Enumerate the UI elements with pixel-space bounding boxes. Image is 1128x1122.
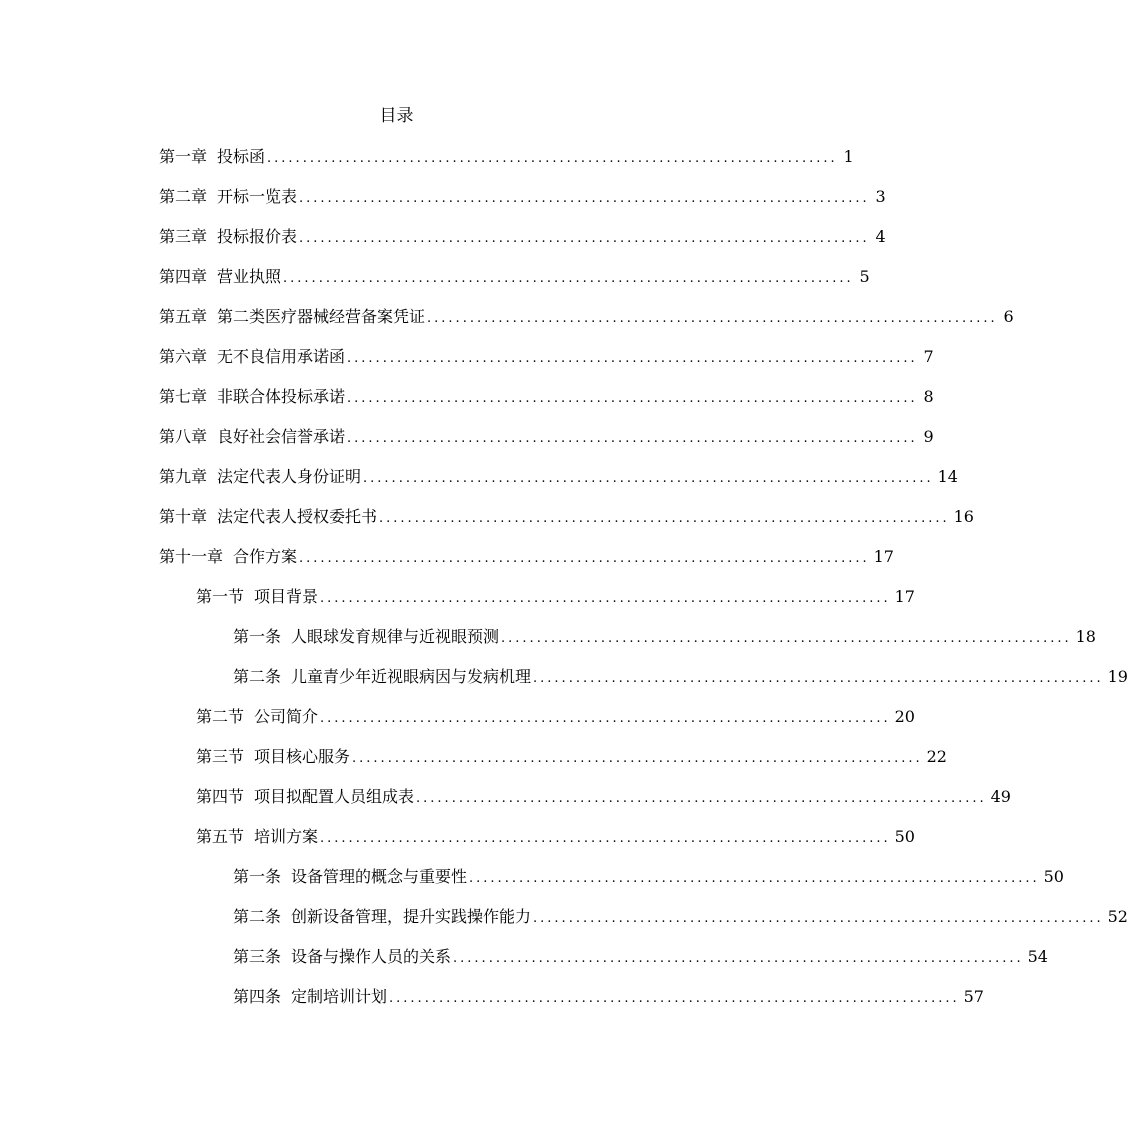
- toc-entry-text: 设备管理的概念与重要性: [291, 867, 468, 886]
- toc-entry-text: 合作方案: [233, 547, 298, 566]
- toc-entry-page: 18: [1075, 627, 1096, 646]
- toc-entry-label: [233, 624, 499, 650]
- toc-entry-page: 54: [1027, 947, 1048, 966]
- toc-entry-number: 第二章: [159, 187, 208, 206]
- toc-entry-number: 第八章: [159, 427, 208, 446]
- dot-leader: ................................................................................: [533, 671, 1104, 686]
- toc-entry-page: 50: [1043, 867, 1064, 886]
- toc-entry[interactable]: [159, 304, 1014, 330]
- dot-leader: ................................................................................: [299, 551, 870, 566]
- toc-entry[interactable]: [233, 944, 1048, 970]
- toc-entry-label: [159, 544, 297, 570]
- dot-leader: ................................................................................: [320, 711, 891, 726]
- toc-entry-text: 儿童青少年近视眼病因与发病机理: [291, 667, 532, 686]
- toc-entry-text: 项目拟配置人员组成表: [254, 787, 415, 806]
- toc-entry[interactable]: [159, 384, 934, 410]
- toc-entry-label: [159, 424, 345, 450]
- toc-entry-number: 第十章: [159, 507, 208, 526]
- toc-entry-text: 定制培训计划: [291, 987, 388, 1006]
- toc-entry-page: 7: [923, 347, 934, 366]
- toc-entry-text: 创新设备管理，提升实践操作能力: [291, 907, 532, 926]
- toc-entry-number: 第一条: [233, 627, 282, 646]
- toc-entry-page: 17: [894, 587, 915, 606]
- toc-entry-page: 14: [937, 467, 958, 486]
- toc-entry-number: 第四章: [159, 267, 208, 286]
- toc-entry-label: [159, 304, 425, 330]
- toc-entry[interactable]: [196, 704, 915, 730]
- dot-leader: ................................................................................: [427, 311, 998, 326]
- toc-entry-page: 1: [843, 147, 854, 166]
- toc-entry-number: 第七章: [159, 387, 208, 406]
- toc-entry-page: 9: [923, 427, 934, 446]
- toc-entry-number: 第四条: [233, 987, 282, 1006]
- toc-entry-label: [233, 944, 451, 970]
- toc-entry-text: 无不良信用承诺函: [217, 347, 346, 366]
- toc-entry-label: [159, 264, 281, 290]
- toc-entry-page: 6: [1003, 307, 1014, 326]
- dot-leader: ................................................................................: [347, 431, 918, 446]
- toc-entry-text: 开标一览表: [217, 187, 298, 206]
- toc-entry-number: 第一章: [159, 147, 208, 166]
- toc-entry-page: 49: [990, 787, 1011, 806]
- toc-entry[interactable]: [159, 504, 974, 530]
- toc-entry[interactable]: [159, 344, 934, 370]
- toc-entry-page: 3: [875, 187, 886, 206]
- toc-entry-text: 项目背景: [254, 587, 319, 606]
- toc-entry-text: 培训方案: [254, 827, 319, 846]
- toc-entry-text: 投标报价表: [217, 227, 298, 246]
- toc-entry-page: 16: [953, 507, 974, 526]
- toc-entry[interactable]: [159, 264, 870, 290]
- toc-entry-label: [159, 384, 345, 410]
- toc-entry-page: 8: [923, 387, 934, 406]
- toc-entry-number: 第十一章: [159, 547, 224, 566]
- toc-entry[interactable]: [196, 584, 915, 610]
- toc-entry-text: 法定代表人授权委托书: [217, 507, 378, 526]
- toc-entry-label: [159, 224, 297, 250]
- toc-entry[interactable]: [196, 824, 915, 850]
- toc-entry[interactable]: [233, 664, 1128, 690]
- dot-leader: ................................................................................: [389, 991, 960, 1006]
- toc-entry-label: [196, 584, 318, 610]
- toc-entry-label: [159, 504, 377, 530]
- dot-leader: ................................................................................: [347, 391, 918, 406]
- toc-entry-label: [196, 824, 318, 850]
- dot-leader: ................................................................................: [320, 591, 891, 606]
- dot-leader: ................................................................................: [379, 511, 950, 526]
- toc-entry-number: 第二节: [196, 707, 245, 726]
- toc-entry-label: [233, 904, 531, 930]
- dot-leader: ................................................................................: [352, 751, 923, 766]
- toc-entry-text: 项目核心服务: [254, 747, 351, 766]
- toc-entry-text: 公司简介: [254, 707, 319, 726]
- toc-entry-page: 50: [894, 827, 915, 846]
- toc-entry[interactable]: [233, 864, 1064, 890]
- toc-entry[interactable]: [159, 224, 886, 250]
- toc-entry-text: 非联合体投标承诺: [217, 387, 346, 406]
- toc-entry-label: [233, 664, 531, 690]
- toc-entry[interactable]: [159, 184, 886, 210]
- dot-leader: ................................................................................: [299, 191, 870, 206]
- toc-entry-number: 第一节: [196, 587, 245, 606]
- toc-entry-label: [196, 704, 318, 730]
- toc-entry-label: [233, 864, 467, 890]
- toc-entry-page: 4: [875, 227, 886, 246]
- toc-entry-label: [196, 784, 414, 810]
- toc-entry-page: 22: [926, 747, 947, 766]
- dot-leader: ................................................................................: [283, 271, 854, 286]
- toc-entry-text: 良好社会信誉承诺: [217, 427, 346, 446]
- toc-entry-text: 投标函: [217, 147, 266, 166]
- toc-entry[interactable]: [233, 984, 984, 1010]
- dot-leader: ................................................................................: [533, 911, 1104, 926]
- toc-entry-page: 20: [894, 707, 915, 726]
- dot-leader: ................................................................................: [416, 791, 987, 806]
- dot-leader: ................................................................................: [299, 231, 870, 246]
- toc-entry-number: 第九章: [159, 467, 208, 486]
- toc-entry-page: 17: [873, 547, 894, 566]
- toc-entry-number: 第一条: [233, 867, 282, 886]
- toc-entry-label: [233, 984, 387, 1010]
- toc-entry-number: 第四节: [196, 787, 245, 806]
- toc-entry-number: 第六章: [159, 347, 208, 366]
- dot-leader: ................................................................................: [320, 831, 891, 846]
- toc-entry-text: 营业执照: [217, 267, 282, 286]
- dot-leader: ................................................................................: [469, 871, 1040, 886]
- toc-title: 目录: [379, 106, 414, 126]
- toc-entry-label: [159, 344, 345, 370]
- toc-entry-label: [159, 184, 297, 210]
- toc-entry-number: 第二条: [233, 907, 282, 926]
- toc-entry-number: 第五章: [159, 307, 208, 326]
- toc-entry[interactable]: [159, 424, 934, 450]
- toc-entry-number: 第三章: [159, 227, 208, 246]
- toc-entry-page: 19: [1107, 667, 1128, 686]
- toc-entry-number: 第二条: [233, 667, 282, 686]
- dot-leader: ................................................................................: [501, 631, 1072, 646]
- dot-leader: ................................................................................: [267, 151, 838, 166]
- toc-entry-label: [196, 744, 350, 770]
- toc-entry-page: 5: [859, 267, 870, 286]
- toc-entry-label: [159, 464, 361, 490]
- dot-leader: ................................................................................: [453, 951, 1024, 966]
- toc-entry[interactable]: [159, 544, 894, 570]
- toc-entry-number: 第三条: [233, 947, 282, 966]
- dot-leader: ................................................................................: [363, 471, 934, 486]
- toc-entry-text: 设备与操作人员的关系: [291, 947, 452, 966]
- toc-entry[interactable]: [196, 784, 1011, 810]
- dot-leader: ................................................................................: [347, 351, 918, 366]
- toc-entry-page: 57: [963, 987, 984, 1006]
- toc-entry-number: 第三节: [196, 747, 245, 766]
- toc-entry-text: 第二类医疗器械经营备案凭证: [217, 307, 426, 326]
- toc-entry[interactable]: [159, 464, 958, 490]
- toc-entry[interactable]: [196, 744, 947, 770]
- toc-entry[interactable]: [159, 144, 854, 170]
- toc-entry-number: 第五节: [196, 827, 245, 846]
- toc-entry-label: [159, 144, 265, 170]
- toc-entry-text: 法定代表人身份证明: [217, 467, 362, 486]
- toc-entry[interactable]: [233, 624, 1096, 650]
- toc-entry-text: 人眼球发育规律与近视眼预测: [291, 627, 500, 646]
- toc-entry[interactable]: [233, 904, 1128, 930]
- toc-entry-page: 52: [1107, 907, 1128, 926]
